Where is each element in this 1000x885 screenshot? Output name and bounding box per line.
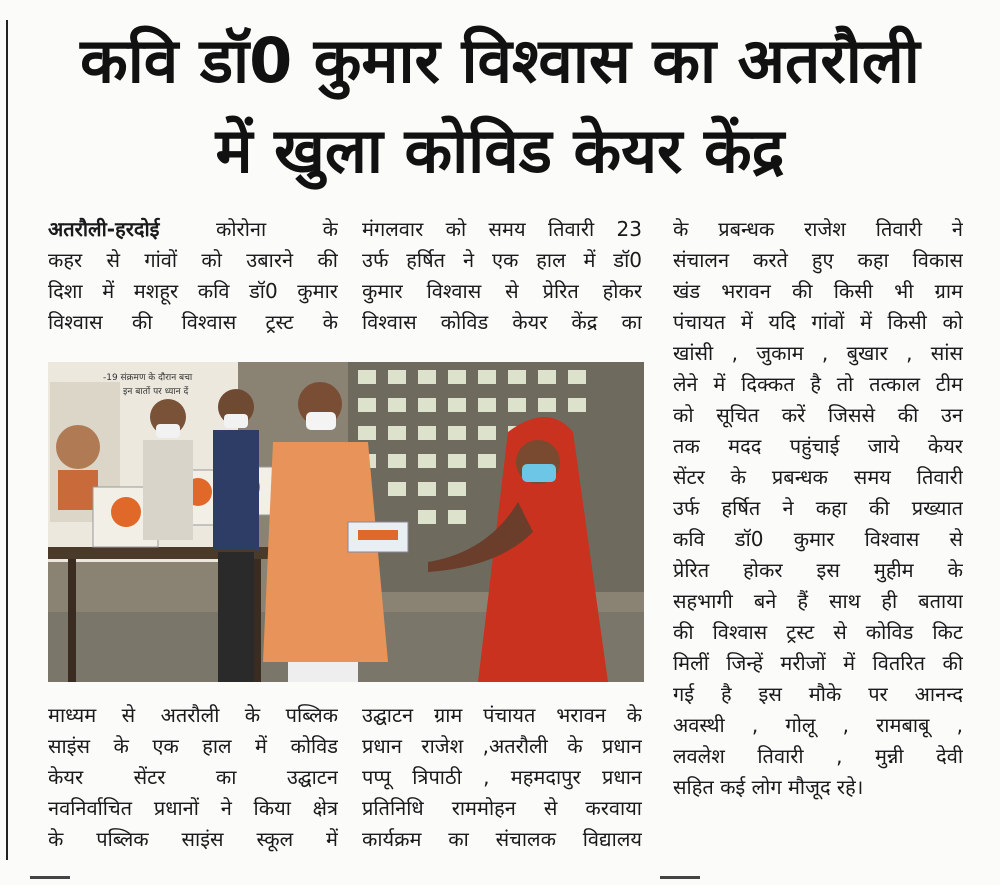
article-column-3 — [673, 214, 963, 803]
article-line: मंगलवार को समय तिवारी 23 — [362, 217, 642, 241]
article-line: सहभागी बने हैं साथ ही बताया — [673, 589, 963, 613]
article-line: तक मदद पहुंचाई जाये केयर — [673, 434, 963, 458]
article-line: संचालन करते हुए कहा विकास — [673, 248, 963, 272]
article-line: उर्फ हर्षित ने कहा की प्रख्यात — [673, 496, 963, 520]
article-line: प्रेरित होकर इस मुहीम के — [673, 558, 963, 582]
article-line: कार्यक्रम का संचालक विद्यालय — [362, 827, 642, 851]
article-line: पप्पू त्रिपाठी , महमदापुर प्रधान — [362, 765, 642, 789]
article-line: अवस्थी , गोलू , रामबाबू , — [673, 713, 963, 737]
article-line: खांसी , जुकाम , बुखार , सांस — [673, 341, 963, 365]
article-line: माध्यम से अतरौली के पब्लिक — [48, 703, 338, 727]
article-line: गई है इस मौके पर आनन्द — [673, 682, 963, 706]
article-line: प्रधान राजेश ,अतरौली के प्रधान — [362, 734, 642, 758]
article-line: के प्रबन्धक राजेश तिवारी ने — [673, 217, 963, 241]
poster-text: -19 संक्रमण के दौरान बचा — [103, 373, 193, 383]
article-line: पंचायत में यदि गांवों में किसी को — [673, 310, 963, 334]
article-line: खंड भरावन की किसी भी ग्राम — [673, 279, 963, 303]
article-column-1-bottom — [48, 700, 338, 855]
article-line: को सूचित करें जिससे की उन — [673, 403, 963, 427]
article-column-2-top — [362, 214, 642, 338]
article-line: के पब्लिक साइंस स्कूल में — [48, 827, 338, 851]
poster-text: इन बातों पर ध्यान दें — [123, 387, 189, 397]
article-line: दिशा में मशहूर कवि डॉ0 कुमार — [48, 279, 338, 303]
headline-line-1: कवि डॉ0 कुमार विश्वास का अतरौली — [80, 24, 920, 97]
article-line: उद्घाटन ग्राम पंचायत भरावन के — [362, 703, 642, 727]
news-photo — [48, 362, 644, 682]
article-line: कुमार विश्वास से प्रेरित होकर — [362, 279, 642, 303]
column-rule — [6, 20, 8, 860]
article-line — [48, 214, 338, 245]
photo-illustration — [48, 362, 644, 682]
article-line: लेने में दिक्कत है तो तत्काल टीम — [673, 372, 963, 396]
article-line: नवनिर्वाचित प्रधानों ने किया क्षेत्र — [48, 796, 338, 820]
article-line: साइंस के एक हाल में कोविड — [48, 734, 338, 758]
article-line: प्रतिनिधि राममोहन से करवाया — [362, 796, 642, 820]
page-edge-mark — [30, 876, 70, 879]
article-text: कोरोना के — [159, 217, 338, 241]
article-line: उर्फ हर्षित ने एक हाल में डॉ0 — [362, 248, 642, 272]
page-edge-mark — [660, 876, 700, 879]
article-line: विश्वास कोविड केयर केंद्र का — [362, 310, 642, 334]
article-line: सेंटर के प्रबन्धक समय तिवारी — [673, 465, 963, 489]
article-line: मिलीं जिन्हें मरीजों में वितरित की — [673, 651, 963, 675]
article-line: लवलेश तिवारी , मुन्नी देवी — [673, 744, 963, 768]
article-column-1-top — [48, 214, 338, 338]
article-column-2-bottom — [362, 700, 642, 855]
article-line: कहर से गांवों को उबारने की — [48, 248, 338, 272]
article-line: कवि डॉ0 कुमार विश्वास से — [673, 527, 963, 551]
article-line: सहित कई लोग मौजूद रहे। — [673, 775, 864, 799]
dateline: अतरौली-हरदोई — [48, 217, 160, 241]
article-line: विश्वास की विश्वास ट्रस्ट के — [48, 310, 338, 334]
headline-line-2: में खुला कोविड केयर केंद्र — [215, 114, 785, 187]
article-line: की विश्वास ट्रस्ट से कोविड किट — [673, 620, 963, 644]
article-line: केयर सेंटर का उद्घाटन — [48, 765, 338, 789]
